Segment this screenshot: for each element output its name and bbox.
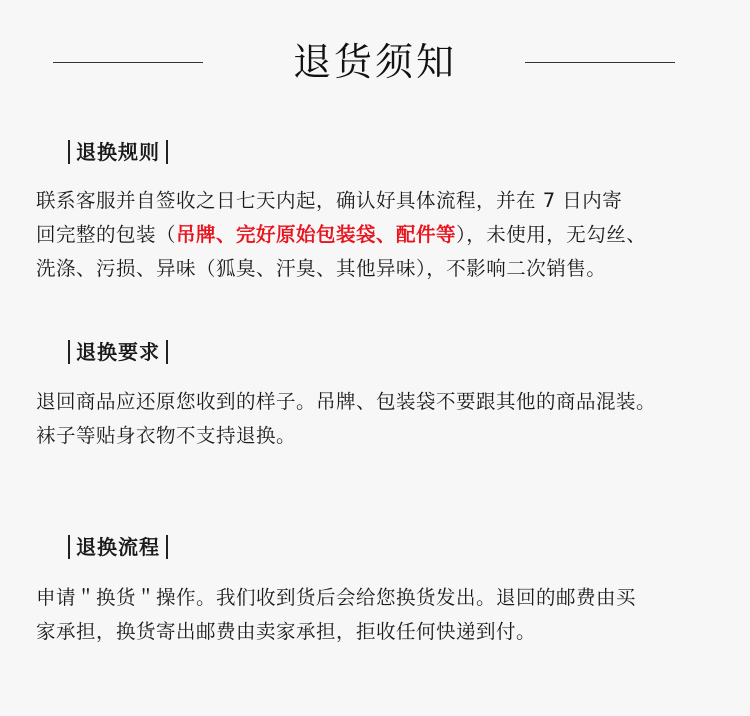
page-title: 退货须知 [292,40,457,84]
rules-line-2-before: 回完整的包装（ [36,223,177,246]
page-header [0,30,750,100]
heading-bar-right [166,340,168,364]
section-heading-requirements [68,337,168,367]
rules-line-2 [36,218,726,252]
section-body-requirements [36,385,726,453]
rules-line-1: 联系客服并自签收之日七天内起，确认好具体流程，并在 7 日内寄 [36,189,623,212]
rules-line-3: 洗涤、污损、异味（狐臭、汗臭、其他异味），不影响二次销售。 [36,257,607,280]
requirements-line-2: 袜子等贴身衣物不支持退换。 [36,424,297,447]
rules-line-2-after: ），未使用，无勾丝、 [456,223,647,246]
heading-bar-right [166,140,168,164]
rules-highlight-items: 吊牌、完好原始包装袋、配件等 [176,223,457,246]
section-title-requirements: 退换要求 [76,340,160,364]
heading-bar-right [166,535,168,559]
section-title-process: 退换流程 [76,535,160,559]
section-body-rules [36,184,726,286]
heading-bar-left [68,535,70,559]
section-heading-process [68,532,168,562]
requirements-line-1: 退回商品应还原您收到的样子。吊牌、包装袋不要跟其他的商品混装。 [36,390,657,413]
section-title-rules: 退换规则 [76,140,160,164]
heading-bar-left [68,140,70,164]
process-line-1: 申请＂换货＂操作。我们收到货后会给您换货发出。退回的邮费由买 [36,586,637,609]
heading-bar-left [68,340,70,364]
section-heading-rules [68,137,168,167]
header-divider-right [525,62,675,63]
section-body-process [36,581,726,649]
process-line-2: 家承担，换货寄出邮费由卖家承担，拒收任何快递到付。 [36,620,537,643]
